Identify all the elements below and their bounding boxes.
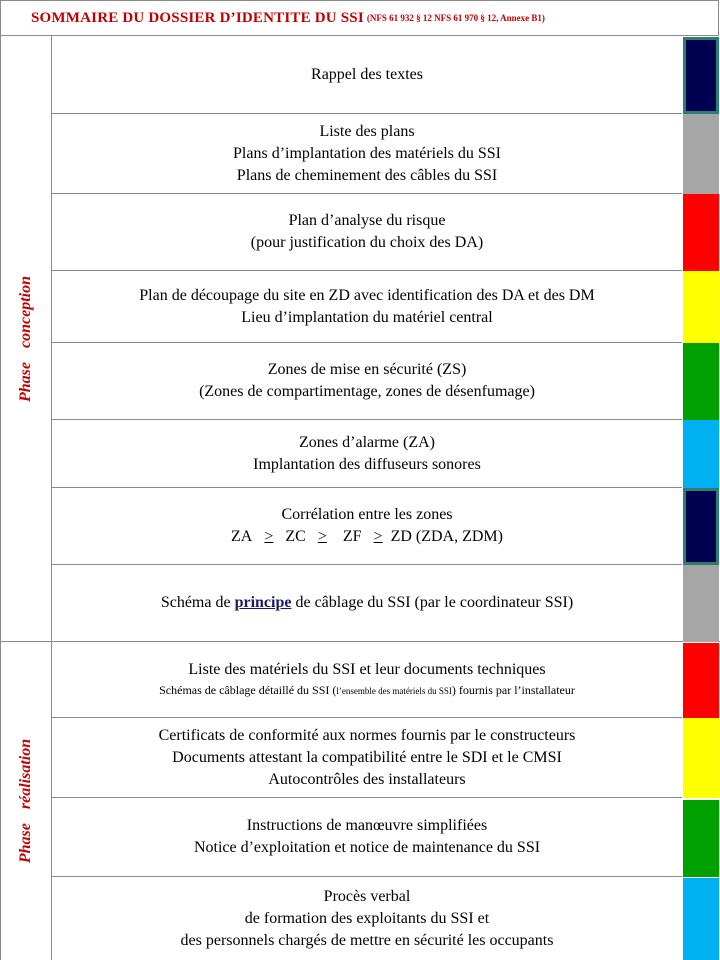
color-tab-grey [683, 565, 719, 642]
document-header [0, 0, 719, 36]
text-fragment: de câblage du SSI (par le coordinateur SSI) [291, 594, 574, 611]
item-line: Plan de découpage du site en ZD avec identification des DA et des DM [139, 286, 595, 304]
text-fragment-tiny: l’ensemble des matériels du SSI [336, 686, 452, 696]
item-line: Plan d’analyse du risque [288, 212, 446, 229]
color-tab-cyan [683, 878, 719, 960]
greater-than-sign: > [317, 528, 327, 545]
header-reference: (NFS 61 932 § 12 NFS 61 970 § 12, Annexe B1) [366, 13, 545, 23]
item-line: de formation des exploitants du SSI et [244, 909, 490, 927]
zone-code: ZA [231, 528, 253, 545]
item-line: Liste des plans [319, 122, 415, 140]
item-instructions [52, 798, 682, 877]
phase-realisation-label: Phase réalisation [17, 738, 34, 863]
item-line: Zones de mise en sécurité (ZS) [267, 361, 467, 378]
item-liste-materiels [52, 642, 682, 718]
item-line: Rappel des textes [311, 65, 423, 83]
greater-than-sign: > [264, 528, 274, 545]
item-line: Zones d’alarme (ZA) [299, 433, 435, 451]
zone-code: ZF [342, 528, 362, 545]
color-tab-red [683, 643, 719, 718]
color-tab-navy [683, 488, 719, 565]
item-liste-plans [52, 114, 682, 194]
item-certificats [52, 718, 682, 798]
item-line: Procès verbal [323, 887, 411, 905]
item-correlation-zones [52, 488, 682, 565]
item-line: (Zones de compartimentage, zones de désenfumage) [199, 383, 535, 400]
item-schema-principe [52, 565, 682, 641]
color-tab-grey [683, 114, 719, 194]
item-rappel-textes [52, 36, 682, 114]
item-analyse-risque [52, 194, 682, 271]
text-fragment: Schéma de [160, 594, 235, 611]
item-line: Instructions de manœuvre simplifiées [246, 817, 488, 834]
phase-conception-label-cell [0, 36, 52, 641]
item-decoupage-site [52, 271, 682, 343]
item-line [161, 592, 573, 614]
zone-correlation-line [231, 526, 503, 548]
color-tab-yellow [683, 271, 719, 343]
phase-conception-label: Phase conception [17, 275, 34, 402]
item-proces-verbal [52, 877, 682, 960]
text-fragment: Schémas de câblage détaillé du SSI ( [159, 683, 337, 697]
phase-realisation-label-cell [0, 641, 52, 960]
item-line: des personnels chargés de mettre en sécurité les occupants [180, 931, 554, 949]
item-line: Certificats de conformité aux normes fournis par le constructeurs [158, 726, 576, 744]
color-tab-navy [683, 37, 719, 114]
greater-than-sign: > [373, 528, 383, 545]
emphasized-word: principe [234, 594, 292, 611]
item-line: Implantation des diffuseurs sonores [253, 455, 481, 473]
color-tab-green [683, 800, 719, 877]
color-tab-green [683, 343, 719, 420]
color-tab-cyan [683, 420, 719, 488]
item-zones-alarme [52, 420, 682, 488]
item-line: Lieu d’implantation du matériel central [241, 308, 493, 326]
item-line: Liste des matériels du SSI et leur documents techniques [188, 661, 546, 678]
item-line: Documents attestant la compatibilité entre le SDI et le CMSI [172, 748, 562, 766]
text-fragment: ) fournis par l’installateur [451, 683, 575, 697]
item-zones-securite [52, 343, 682, 420]
color-tab-yellow [683, 718, 719, 798]
item-line: (pour justification du choix des DA) [250, 234, 484, 251]
header-title: SOMMAIRE DU DOSSIER D’IDENTITE DU SSI [31, 9, 364, 26]
item-line-small [159, 681, 575, 700]
zone-code: ZC [285, 528, 306, 545]
item-line: Plans de cheminement des câbles du SSI [236, 166, 498, 184]
item-line: Autocontrôles des installateurs [268, 770, 466, 788]
zone-code: ZD (ZDA, ZDM) [390, 528, 503, 545]
item-line: Notice d’exploitation et notice de maintenance du SSI [193, 839, 541, 856]
item-line: Plans d’implantation des matériels du SSI [233, 144, 501, 162]
item-line: Corrélation entre les zones [281, 506, 453, 523]
color-tab-red [683, 194, 719, 271]
